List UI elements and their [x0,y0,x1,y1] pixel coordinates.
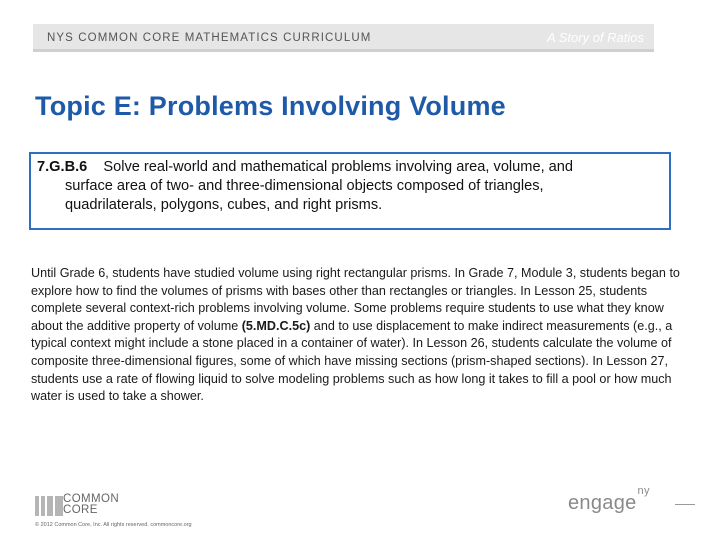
standard-text-line2: surface area of two- and three-dimensional objects composed of triangles, [65,178,544,194]
header-band [33,24,654,52]
common-core-logo [35,494,175,518]
standard-box [29,152,671,230]
logo-text-line1: COMMON [63,493,120,505]
page-title: Topic E: Problems Involving Volume [35,91,506,121]
standard-text-line1: Solve real-world and mathematical problems involving area, volume, and [103,159,574,175]
topic-description [31,265,688,406]
engage-ny-text: ny [637,485,650,498]
copyright-notice: © 2012 Common Core, Inc. All rights reserved. commoncore.org [35,522,192,528]
standard-reference: (5.MD.C.5c) [241,318,311,333]
story-label: A Story of Ratios [546,30,644,45]
description-part2: and to use displacement to make indirect measurements (e.g., a typical context might include a stone placed in a container of water). In Lesson 26, students calculate the volume of composite three-dimensional figures, some of which have missing sections (prism-shaped sections). In Lesson 27, students use a rate of flowing liquid to solve modeling problems such as how long it takes to fill a pool or how much water is used to take a shower. [31,318,673,404]
engageny-logo [568,485,650,515]
curriculum-label: NYS COMMON CORE MATHEMATICS CURRICULUM [47,32,372,44]
standard-text-line3: quadrilaterals, polygons, cubes, and right prisms. [65,197,383,213]
logo-text-line2: CORE [63,504,98,516]
description-part1: Until Grade 6, students have studied volume using right rectangular prisms. In Grade 7, Module 3, students began to explore how to find the volumes of prisms with bases other than rectangles or triangles. In Lesson 25, students complete several context-rich problems involving volume. Some problems require students to use what they know about the additive property of volume [31,266,680,333]
engage-text: engage [568,492,637,514]
footer-rule [675,504,695,505]
logo-bars-icon [35,496,65,516]
standard-code: 7.G.B.6 [37,159,88,175]
